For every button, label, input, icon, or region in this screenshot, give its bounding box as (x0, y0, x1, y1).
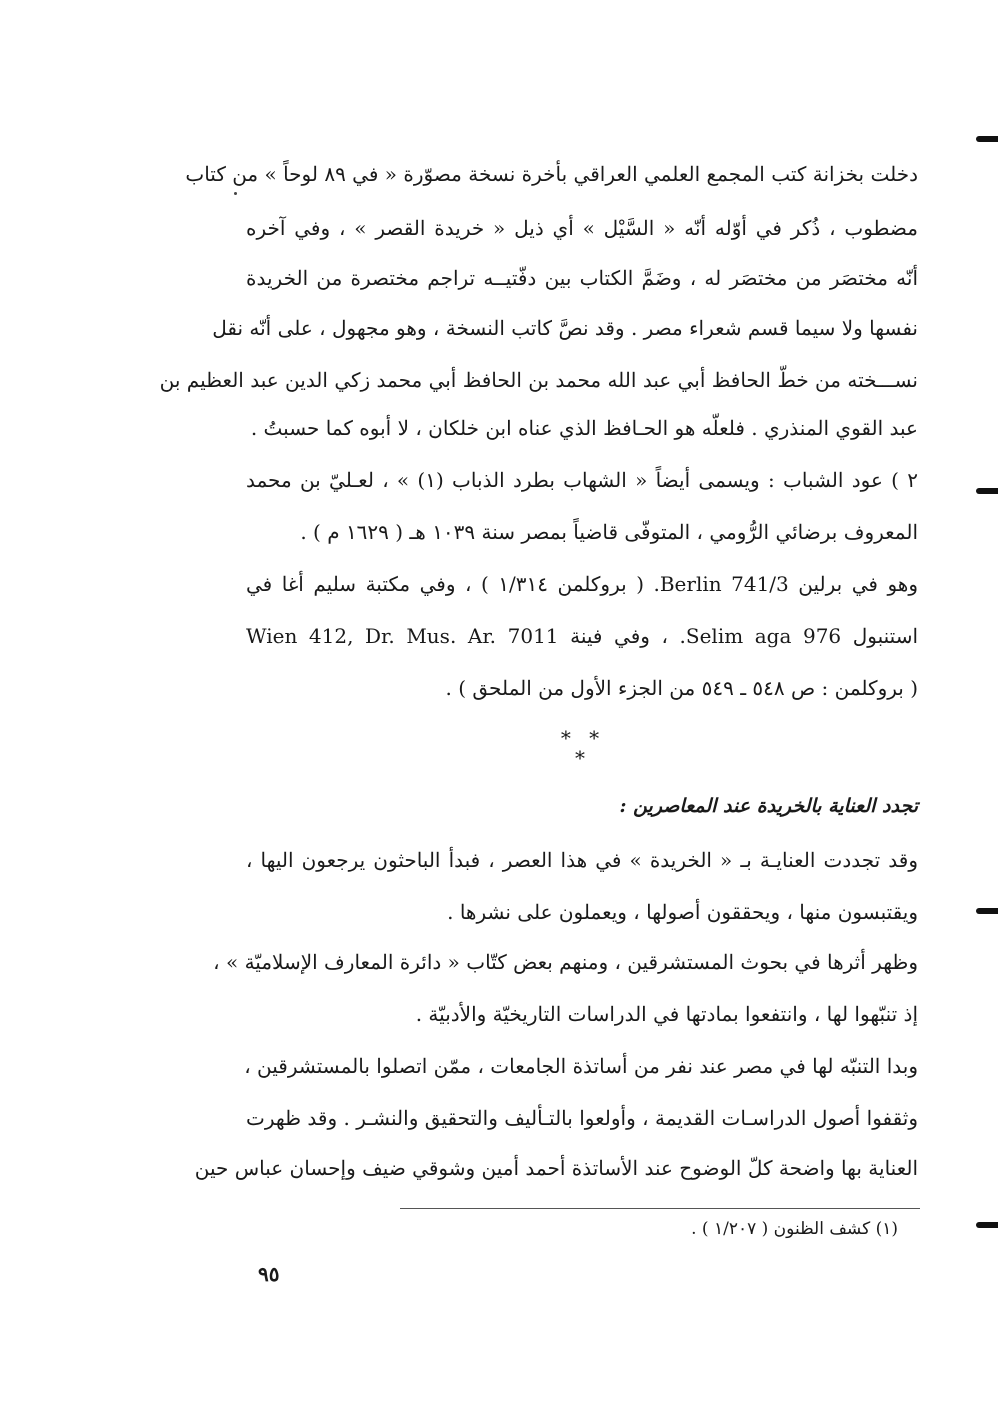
text-line: وقد تجددت العنايـة بـ « الخريدة » في هذا العصر ، فبدأ الباحثون يرجعون اليها ، (246, 848, 918, 872)
margin-mark (976, 136, 998, 142)
margin-mark (976, 908, 998, 914)
text-line: وهو في برلين Berlin 741/3. ( بروكلمن ١/٣١٤ ) ، وفي مكتبة سليم أغا في (246, 572, 919, 596)
scan-speck (234, 192, 237, 195)
text-line: العناية بها واضحة كلّ الوضوح عند الأساتذة أحمد أمين وشوقي ضيف وإحسان عباس حين (194, 1156, 918, 1180)
section-separator: * * * (560, 726, 606, 770)
page-number: ٩٥ (258, 1262, 280, 1286)
text-line: المعروف برضائي الرُّومي ، المتوفّى قاضياً بمصر سنة ١٠٣٩ هـ ( ١٦٢٩ م ) . (300, 520, 918, 544)
text-line: وثقفوا أصول الدراسـات القديمة ، وأولعوا بالتـأليف والتحقيق والنشـر . وقد ظهرت (246, 1106, 918, 1130)
footnote: (١) كشف الظنون ( ١/٢٠٧ ) . (691, 1219, 898, 1239)
text-line: عبد القوي المنذري . فلعلّه هو الحـافظ الذي عناه ابن خلكان ، لا أبوه كما حسبتُ . (250, 416, 918, 440)
text-line: أنّه مختصَر من مختصَر له ، وضَمَّ الكتاب بين دفّتيــه تراجم مختصرة من الخريدة (246, 266, 918, 290)
text-line: وظهر أثرها في بحوث المستشرقين ، ومنهم بعض كتّاب « دائرة المعارف الإسلاميّة » ، (213, 950, 918, 974)
text-line: نفسها ولا سيما قسم شعراء مصر . وقد نصَّ كاتب النسخة ، وهو مجهول ، على أنّه نقل (212, 316, 918, 340)
text-line: ٢ ) عود الشباب : ويسمى أيضاً « الشهاب بطرد الذباب (١) » ، لعـليّ بن محمد (246, 468, 918, 492)
text-line: مضطوب ، ذُكر في أوّله أنّه « السَّيْل » أي ذيل « خريدة القصر » ، وفي آخره (246, 216, 918, 240)
text-line: وبدا التنبّه لها في مصر عند نفر من أساتذة الجامعات ، ممّن اتصلوا بالمستشرقين ، (244, 1054, 918, 1078)
text-line: ويقتبسون منها ، ويحققون أصولها ، ويعملون على نشرها . (447, 900, 918, 924)
text-line: استنبول Selim aga 976. ، وفي فينة Wien 412, Dr. Mus. Ar. 7011 (246, 624, 919, 648)
section-heading: تجدد العناية بالخريدة عند المعاصرين : (619, 795, 918, 817)
text-line: نســـخته من خطّ الحافظ أبي عبد الله محمد بن الحافظ أبي محمد زكي الدين عبد العظيم بن (159, 368, 918, 392)
margin-mark (976, 1222, 998, 1228)
footnote-rule (400, 1208, 920, 1209)
text-line: دخلت بخزانة كتب المجمع العلمي العراقي بأخرة نسخة مصوّرة « في ٨٩ لوحاً » من كتاب (185, 162, 918, 186)
text-line: ( بروكلمن : ص ٥٤٨ ـ ٥٤٩ من الجزء الأول من الملحق ) . (445, 676, 918, 700)
text-line: إذ تنبّهوا لها ، وانتفعوا بمادتها في الدراسات التاريخيّة والأدبيّة . (415, 1002, 918, 1026)
margin-mark (976, 488, 998, 494)
